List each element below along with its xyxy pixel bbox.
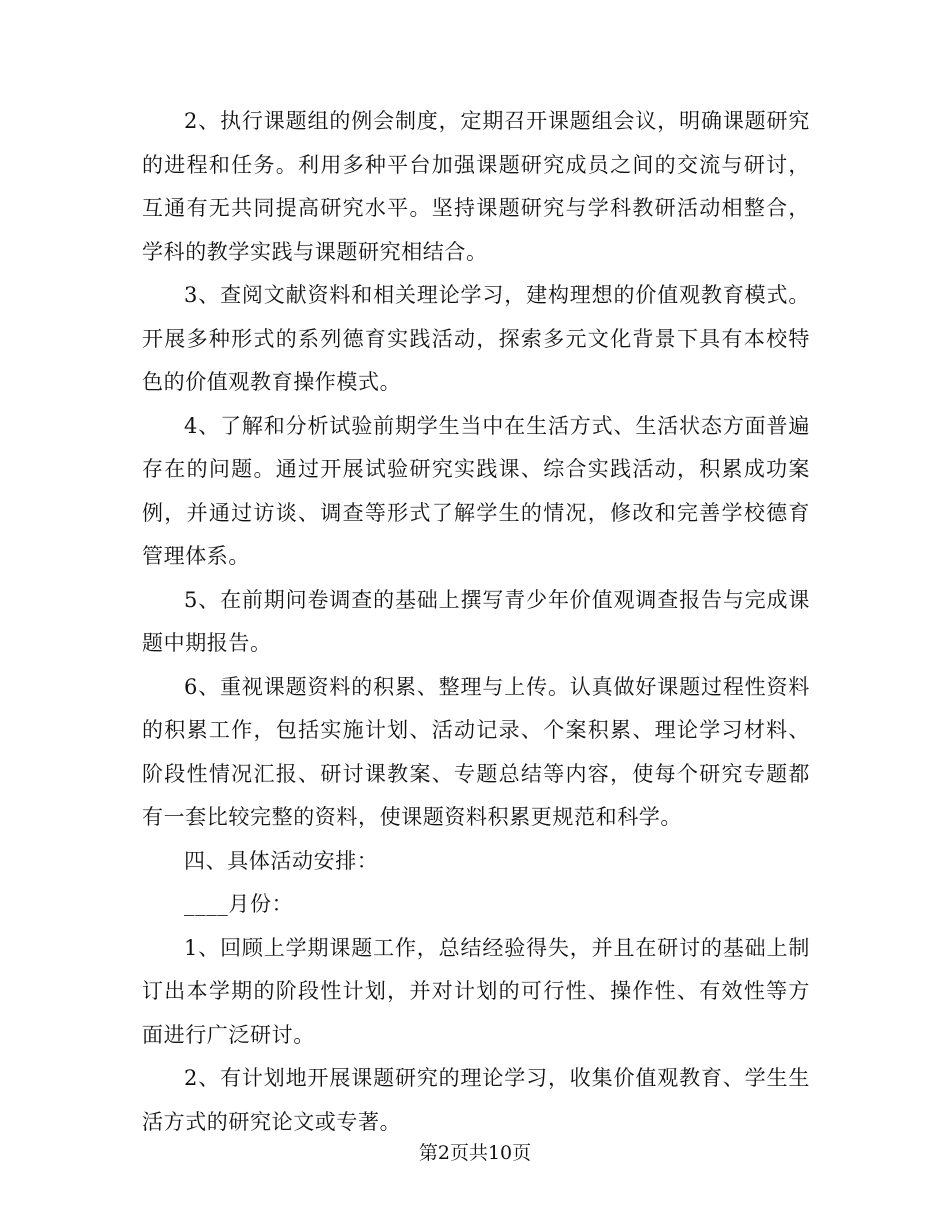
paragraph-item-6: 6、重视课题资料的积累、整理与上传。认真做好课题过程性资料的积累工作，包括实施计划、活动记录、个案积累、理论学习材料、阶段性情况汇报、研讨课教案、专题总结等内容，使每个研究专题都有一套比较完整的资料，使课题资料积累更规范和科学。 [142, 674, 810, 829]
section-heading-activities: 四、具体活动安排： [184, 848, 379, 873]
paragraph-item-3: 3、查阅文献资料和相关理论学习，建构理想的价值观教育模式。开展多种形式的系列德育实践活动，探索多元文化背景下具有本校特色的价值观教育操作模式。 [142, 283, 810, 394]
page-number-footer: 第2页共10页 [418, 1142, 532, 1164]
paragraph-item-4: 4、了解和分析试验前期学生当中在生活方式、生活状态方面普遍存在的问题。通过开展试验研究实践课、综合实践活动，积累成功案例，并通过访谈、调查等形式了解学生的情况，修改和完善学校德育管理体系。 [142, 413, 810, 568]
activity-item-2: 2、有计划地开展课题研究的理论学习，收集价值观教育、学生生活方式的研究论文或专著。 [142, 1066, 810, 1134]
document-body [142, 100, 810, 1144]
month-label: ____月份： [184, 892, 294, 916]
activity-item-1: 1、回顾上学期课题工作，总结经验得失，并且在研讨的基础上制订出本学期的阶段性计划，并对计划的可行性、操作性、有效性等方面进行广泛研讨。 [142, 935, 810, 1047]
paragraph-item-2: 2、执行课题组的例会制度，定期召开课题组会议，明确课题研究的进程和任务。利用多种平台加强课题研究成员之间的交流与研讨，互通有无共同提高研究水平。坚持课题研究与学科教研活动相整合，学科的教学实践与课题研究相结合。 [142, 109, 810, 264]
paragraph-item-5: 5、在前期问卷调查的基础上撰写青少年价值观调查报告与完成课题中期报告。 [142, 587, 810, 655]
